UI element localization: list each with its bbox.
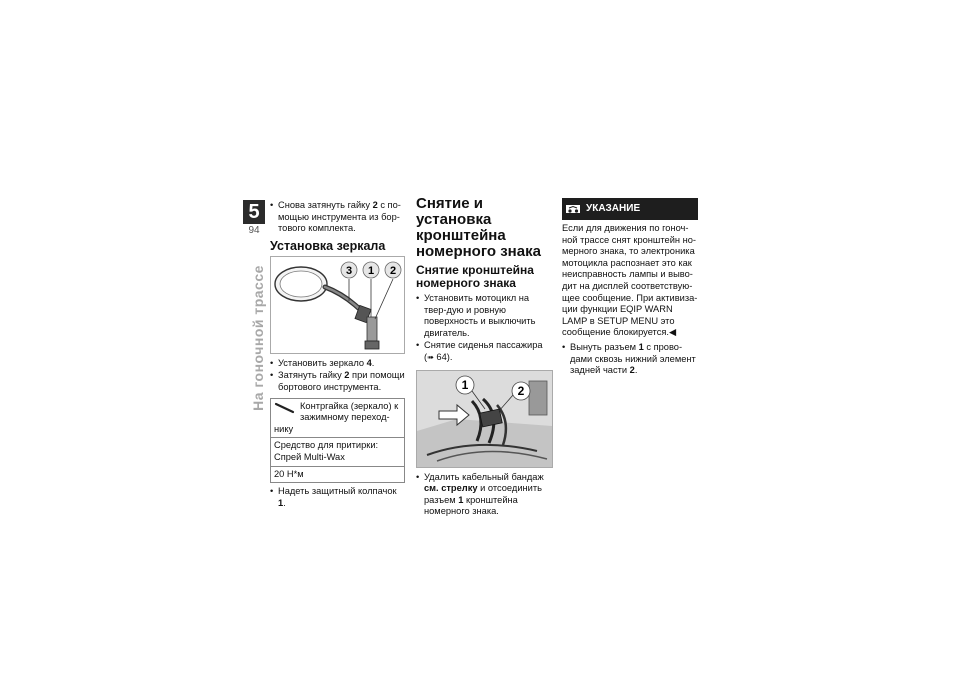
bracket-illustration: [417, 371, 552, 467]
mirror-figure: [270, 256, 405, 354]
page-number: 94: [248, 225, 260, 236]
mirror-illustration: [271, 257, 404, 353]
callout-label: 1: [367, 264, 375, 277]
list-item: • Вынуть разъем 1 с прово-дами сквозь нижний элемент задней части 2.: [562, 342, 698, 377]
chapter-side-title-text: На гоночной трассе: [250, 264, 266, 411]
list-item: • Затянуть гайку 2 при помощи бортового инструмента.: [270, 370, 405, 393]
page-ref-arrow-icon: ➠: [427, 352, 434, 362]
list-item: • Надеть защитный колпачок 1.: [270, 486, 405, 509]
torque-spec-table: [270, 398, 405, 484]
column-1: [270, 200, 405, 510]
callout-label: 3: [345, 264, 353, 277]
note-text: Если для движения по гоноч-ной трассе снят кронштейн но-мерного знака, то электроника мотоцикла распознает это как неисправность лампы и выво-дит на дисплей соответствую-щее сообщение. При активиза-ции функции EQIP WARN LAMP в SETUP MENU это сообщение блокируется.◀: [562, 223, 698, 338]
chapter-number: 5: [243, 200, 265, 224]
section-heading-bracket: Снятие и установка кронштейна номерного знака: [416, 195, 541, 260]
list-item: • Установить зеркало 4.: [270, 358, 405, 370]
bracket-figure: [416, 370, 553, 468]
motorcycle-note-icon: [566, 204, 580, 214]
column-2: [416, 196, 553, 519]
chapter-side-title: [248, 250, 268, 425]
list-item: • Удалить кабельный бандаж см. стрелку и отсоединить разъем 1 кронштейна номерного знака.: [416, 472, 553, 518]
reference-text: см. стрелку: [424, 483, 478, 494]
lubricant-cell: Средство для притирки: Спрей Multi-Wax: [271, 438, 404, 466]
torque-value-cell: 20 Н*м: [274, 468, 304, 479]
list-item: • Снятие сиденья пассажира (➠ 64).: [416, 340, 553, 363]
note-header: [562, 198, 698, 220]
column-3: [562, 198, 698, 378]
callout-label: 2: [389, 264, 397, 277]
list-item: • Установить мотоцикл на твер-дую и ровную поверхность и выключить двигатель.: [416, 293, 553, 339]
subsection-heading-removal: Снятие кронштейна номерного знака: [416, 263, 534, 290]
list-item: • Снова затянуть гайку 2 с по-мощью инструмента из бор-тового комплекта.: [270, 200, 405, 235]
wrench-icon: [274, 402, 296, 414]
section-heading-mirror: Установка зеркала: [270, 238, 386, 253]
spec-cell: Контргайка (зеркало) к зажимному переход-нику: [271, 399, 404, 439]
callout-label: 1: [461, 377, 469, 392]
note-title: УКАЗАНИЕ: [586, 203, 641, 215]
end-mark-icon: ◀: [668, 327, 677, 338]
callout-label: 2: [517, 383, 525, 398]
